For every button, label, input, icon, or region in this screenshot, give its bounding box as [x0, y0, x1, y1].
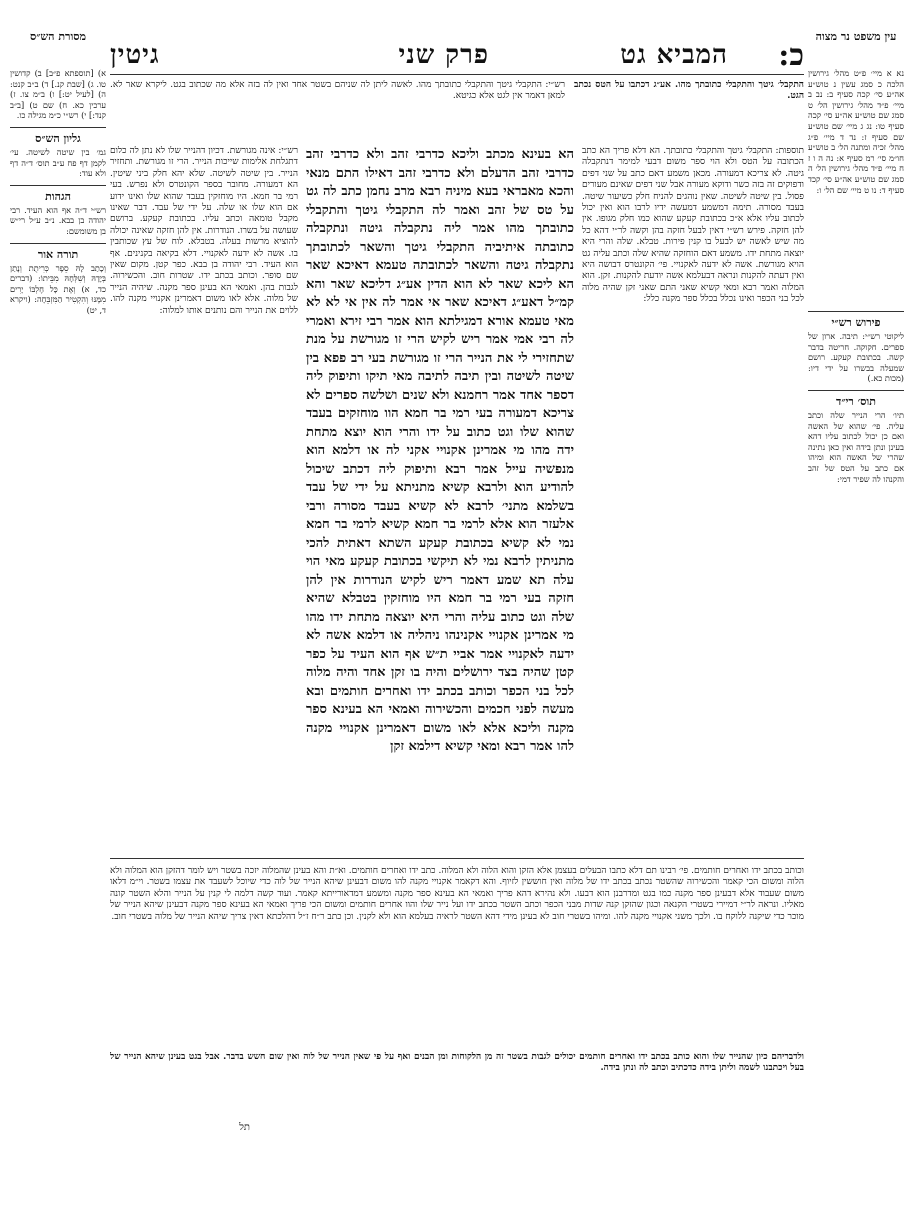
- header-rule: [110, 74, 804, 75]
- hagahot-title: הגהות: [10, 185, 106, 203]
- daf-number: כ:: [778, 38, 804, 73]
- masoret-text: א) [תוספתא פ״ב] ב) קדושין טו. ג) [שבת קנ.] ד) ב״ב קנט: ה) [לעיל יט:] ו) ב״מ צו. ז) ערכין כא. ח) שם ט) [ב״ב קנד:] י) רש״י כ״מ מגילה כו.: [10, 68, 106, 121]
- bottom-divider: [110, 858, 804, 859]
- rashi-note-text: ליקוטי רש״י: תיבה. ארון של ספרים. חקוקה. חריטה בדבר קשה. בכתובת קעקע. רושם שמעלה בבשרו על ידי דיו: (מכות כא.): [808, 331, 904, 384]
- ein-mishpat-text: נא א מיי׳ פ״ט מהל׳ גירושין הלכה כ סמג עשין נ טוש״ע אה״ע סי׳ קכה סעיף ב: נב ב מיי׳ פ״ד מהל׳ גירושין הל׳ ט סמג שם טוש״ע אה״ע סי׳ קכה סעיף טו: נג ג מיי׳ שם טוש״ע שם סעיף ז: נד ד מיי׳ פ״ג מהל׳ זכיה ומתנה הל׳ ב טוש״ע חו״מ סי׳ רמ סעיף א: נה ה ו ז ח מיי׳ פ״ד מהל׳ גירושין הל׳ ה סמג שם טוש״ע אה״ע סי׳ קכד סעיף ד: נו ט מיי׳ שם הל׳ ו:: [808, 68, 904, 195]
- masoret-title: מסורת הש״ס: [29, 30, 87, 43]
- talmud-page: [10, 10, 904, 1203]
- gilyon-text: גמ׳ בין שיטה לשיטה. עי׳ לקמן דף פח ע״ב תוס׳ ד״ה דף ולא עוד:: [10, 146, 106, 179]
- rashi-column: רש״י: אינה מגורשת. דכיון דהנייר שלו לא נתן לה כלום דתגלחת אלימות שייכות הנייר. הרי זו מגורשת. ותחזיר הנייר. בין שיטה לשיטה. שלא יהא חלק ביני שיטין. הא דמעורה. מחובר בספר הקונטרס ולא נפרש. בעי רמי בר חמא. היו מוחזקין בעבד שהוא שלו ואינו ידוע אם הוא שלו או שלה. על ידי של עבד. דבר שאינו מקבל טומאה וכתב עליו. בכתובת קעקע. ברושם שעושה על בשרו. הנודרות. אין להן חזקה שאינה יכולה להוציא מרשות בעלה. בטבלא. לוח של עץ שכותבין בו. אשה לא ידעה לאקנויי. דלא בקיאה בקנינים. אף הוא העיד. רבי יהודה בן בבא. כפר קטן. מקום שאין שם סופר. וכותב בכתב ידו. שטרות חוב. והכשירוה. לגבות בהן. ואמאי הא בעינן ספר מקנה. שיהיה הנייר של מלוה. אלא לאו משום דאמרינן אקנויי מקנה להו. ללוים את הנייר והם נותנים אותו למלוה:: [110, 146, 298, 316]
- tractate-name: גיטין: [110, 40, 160, 70]
- chapter-number: פרק שני: [398, 40, 489, 70]
- torah-or-text: וְכָתַב לָהּ סֵפֶר כְּרִיתֻת וְנָתַן בְּיָדָהּ וְשִׁלְּחָהּ מִבֵּיתוֹ: (דברים כד, א) וְאֶת כָּל חֶלְבּוֹ יָרִים מִמֶּנּוּ וְהִקְטִיר הַמִּזְבֵּחָה: (ויקרא ד, יט): [10, 262, 106, 315]
- page-header: [110, 38, 804, 72]
- hagahot-text: רש״י ד״ה אף הוא העיד. רבי יהודה בן בבא. נ״ב ע״ל רי״ש בן משומשם:: [10, 204, 106, 236]
- gilyon-title: גליון הש״ס: [10, 127, 106, 145]
- chapter-title: המביא גט: [620, 40, 728, 70]
- left-margin-notes: [10, 68, 106, 1168]
- tosafot-rid-text: תיו׳ הרי הנייר שלה וכתב עליה. פי׳ שהוא של האשה ואם כן יכול לכתוב עליו דהא בעינן ונתן בידה ואין כאן נתינה שהרי של האשה הוא ומיהו אם כתב על הטס של זהב והקנהו לה שפיר דמי:: [808, 409, 904, 484]
- gemara-text: הא בעינא מכתב וליכא כדרבי זהב ולא כדרבי זהב כדרבי זהב הדעלם ולא כדרבי זהב דאילו התם מנאי והכא מאבראי בעא מיניה רבא מרב נחמן כתב לה גט על טס של זהב ואמר לה התקבלי גיטך והתקבלי כתובתך מהו אמר ליה נתקבלה גיטה ונתקבלה כתובתה איתיביה התקבלי גיטך והשאר לכתובתך נתקבלה גיטה והשאר לכתובתה טעמא דאיכא שאר הא ליכא שאר לא הוא הדין אע״ג דליכא שאר והא קמ״ל דאע״ג דאיכא שאר אי אמר לה אין אי לא לא מאי טעמא אורא דמגילתא הוא אמר רבי זירא ואמרי לה רבי אמי אמר ריש לקיש הרי זו מגורשת על מנת שתחזירי לי את הנייר הרי זו מגורשת בעי רב פפא בין שיטה לשיטה ובין תיבה לתיבה מאי תיקו ותיפוק ליה דספר אחד אמר רחמנא ולא שנים ושלשה ספרים לא צריכא דמעורה בעי רמי בר חמא הוו מוחזקים בעבד שהוא שלו וגט כתוב על ידו והרי הוא יוצא מתחת ידה מהו מי אמרינן אקנויי אקני לה או דלמא הוא מנפשיה עייל אמר רבא ותיפוק ליה דכתב שיכול להודיע הוא ולרבא קשיא מתניתא על ידי של עבד בשלמא מתני׳ לרבא לא קשיא בעבד מסורה ורבי אלעזר הוא אלא לרמי בר חמא קשיא לרמי בר חמא נמי לא קשיא בכתובת קעקע השתא דאתית להכי מתניתין לרבא נמי לא תיקשי בכתובת קעקע מאי הוי עלה תא שמע דאמר ריש לקיש הנודרות אין להן חזקה בעי רמי בר חמא היו מוחזקין בטבלא שהיא שלה וגט כתוב עליה והרי היא יוצאה מתחת ידו מהו מי אמרינן אקנויי אקנינהו ניהליה או דלמא אשה לא ידעה לאקנויי אמר אביי ת״ש אף הוא העיד על כפר קטן שהיה בצד ירושלים והיה בו זקן אחד והיה מלוה לכל בני הכפר וכותב בכתב ידו ואחרים חותמים ובא מעשה לפני חכמים והכשירוה ואמאי הא בעינא ספר מקנה וליכא אלא לאו משום דאמרינן אקנויי מקנה להו אמר רבא ומאי קשיא דילמא זקן: [306, 147, 574, 754]
- ein-mishpat-title: עין משפט נר מצוה: [815, 30, 897, 43]
- right-margin-notes: [808, 305, 904, 1185]
- bottom-commentary-2: ולדבריהם כיון שהנייר שלו והוא כותב בכתב ידו ואחרים חותמים יכולים לגבות בשטר זה מן הלקוחות ומן הבנים ואף על פי שאין הנייר של לוה ואין שום חשש בדבר. אבל בגט בעינן שיהא הנייר של בעל ויכתבנו לשמה וליתן בידה כדכתיב וכתב לה ונתן בידה.: [110, 1052, 804, 1074]
- footer-mark: תל: [239, 1122, 250, 1133]
- rashi-note-title: פירוש רש״י: [808, 311, 904, 329]
- bottom-commentary: וכותב בכתב ידו ואחרים חותמים. פי׳ רבינו תם דלא כתבו הבעלים בעצמן אלא הזקן והוא הלוה ולא המלוה. כתב ידו ואחרים חותמים. וא״ת והא בעינן שהמלוה יזכה בשטר ויש לומר דהזקן הוא המלוה ולא הלוה ומשום הכי קאמר והכשירוה שהשטר נכתב בכתב ידו של מלוה ואין חוששין לזיוף. והא דקאמר אקנויי מקנה להו משום דבעינן שיהא הנייר של לוה כדי שיוכל לשעבד את עצמו בשטר. וי״מ דלאו משום שעבוד אלא דבעינן ספר מקנה כמו בגט ומדרבנן הוא דבעו. ולא נהירא דהא פריך ואמאי הא בעינא ספר מקנה ומשמע דמדאורייתא קאמר. ועוד קשה דלמה לי קנין על הנייר והלא השטר קונה מאליו. ונראה לר״י דמיירי בשטרי הקנאה וכגון שהזקן קנה שדות מבני הכפר וכתב השטר בכתב ידו ועל נייר שלו והוו אחרים חותמים ומשום הכי פריך ואמאי הא בעינא ספר מקנה דבעינן שיהא הנייר של מוכר כדי שיקנה ללוקח בו. ולכך משני אקנויי מקנה להו. ומיהו בשטרי חוב לא בעינן מידי דהא השטר לראיה בעלמא הוא ולא לקנין. וכן כתב ר״ח ז״ל דהלכתא דאין צריך שיהא הנייר של מלוה בשטרי חוב.: [110, 866, 804, 922]
- torah-or-title: תורה אור: [10, 243, 106, 261]
- tosafot-rid-title: תוס׳ רי״ד: [808, 390, 904, 408]
- mishnah-opening: התקבל׳ גיטך והתקבלי כתובתך מהו. אע״ג דכתבו על הטס נכתב הגט.: [574, 80, 804, 102]
- rashi-intro: רש״י: התקבלי גיטך והתקבלי כתובתך מהו. לאשה ליתן לה שניהם בשטר אחד ואין לה בזה אלא מה שכתוב בגט. ליקרא שאר לא. למאן דאמר אין לגט אלא כגיטא.: [110, 80, 565, 102]
- tosafot-column: תוספות: התקבלי גיטך והתקבלי כתובתך. הא דלא פריך הא כתב הכתובה על הטס ולא הוי ספר משום דבעי למימר דנתקבלה גיטה. לא צריכא דמעורה. מכאן משמע דאם כתב על שני דפים ודפוקים זה בזה כשר ודוקא מעורה אבל שני דפים שאינם מעורים פסול. בין שיטה לשיטה. שאין נוהגים להניח חלק כשיעור שיטה. בעבד מסורה. תימה דמשמע דמעשה ידיו לרבו הוא ואין יכול לכתוב עליו אלא א״כ בכתובת קעקע שהוא כמו חלק מגופו. אין להן חזקה. פירש רש״י דאין לבעל חזקה בהן וקשה לר״י דהא כל מה שיש לאשה יש לבעל בו קנין פירות. טבלא. שלה והרי היא יוצאה מתחת ידו. משמע דאם הוחזקה שהיא שלה וכתב עליה גט הויא מגורשת. אשה לא ידעה לאקנויי. פי׳ הקונטרס דבושה היא ואין דעתה להקנות ונראה דבעלמא אשה יודעת להקנות. זקן. הוא המלוה ואמר רבא ומאי קשיא שאני התם שאני זקן שהיה מלוה לכל בני הכפר ואינו נכלל בכלל ספר מקנה כלל:: [582, 146, 804, 305]
